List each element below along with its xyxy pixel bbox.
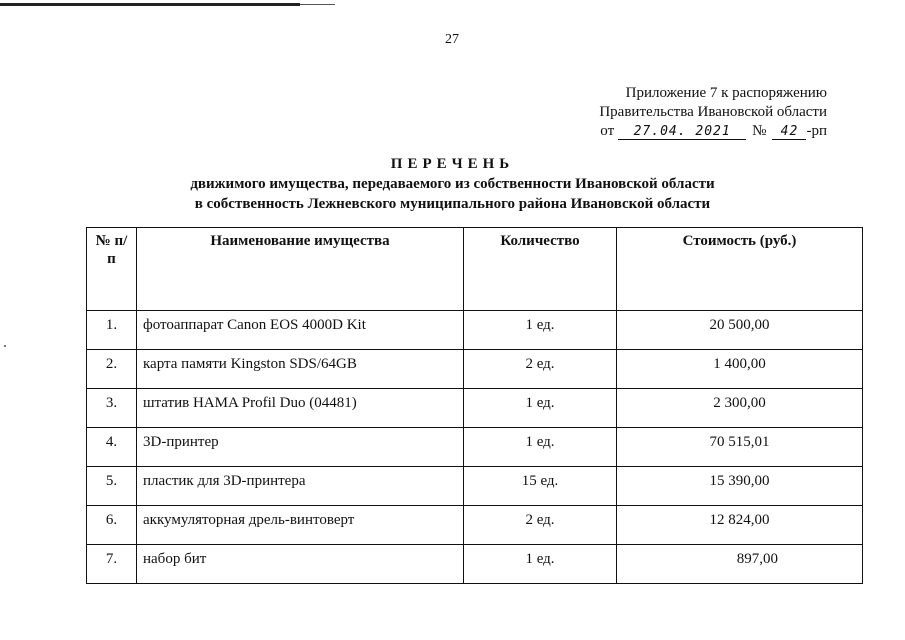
cell-cost: 20 500,00: [617, 311, 863, 350]
table-row: [87, 545, 863, 584]
table-row: [87, 506, 863, 545]
appendix-line-2: Правительства Ивановской области: [599, 104, 827, 120]
scan-artifact-line: [0, 3, 300, 6]
number-prefix: №: [752, 123, 767, 139]
scan-artifact-dot: [4, 345, 6, 347]
cell-qty: 2 ед.: [464, 506, 617, 545]
asset-table: [86, 227, 863, 584]
scan-artifact-line-thin: [300, 4, 335, 5]
cell-name: карта памяти Kingston SDS/64GB: [137, 350, 464, 389]
cell-cost: 897,00: [617, 545, 863, 584]
cell-qty: 2 ед.: [464, 350, 617, 389]
cell-num: 5.: [87, 467, 137, 506]
table-row: [87, 428, 863, 467]
cell-num: 1.: [87, 311, 137, 350]
title-line-3: в собственность Лежневского муниципального района Ивановской области: [194, 196, 711, 212]
cell-qty: 1 ед.: [464, 545, 617, 584]
cell-qty: 15 ед.: [464, 467, 617, 506]
cell-num: 7.: [87, 545, 137, 584]
document-title: [0, 154, 905, 214]
header-cost: Стоимость (руб.): [617, 228, 863, 311]
cell-name: 3D-принтер: [137, 428, 464, 467]
header-num-label: № п/п: [95, 233, 128, 267]
cell-qty: 1 ед.: [464, 389, 617, 428]
table-row: [87, 350, 863, 389]
cell-num: 6.: [87, 506, 137, 545]
handwritten-number: 42: [772, 124, 806, 140]
date-prefix: от: [600, 123, 615, 139]
cell-cost: 2 300,00: [617, 389, 863, 428]
appendix-date-number-row: [599, 122, 827, 141]
cell-cost: 15 390,00: [617, 467, 863, 506]
page-number: 27: [445, 32, 459, 47]
table-row: [87, 389, 863, 428]
appendix-block: [599, 84, 827, 141]
cell-name: пластик для 3D-принтера: [137, 467, 464, 506]
cell-num: 3.: [87, 389, 137, 428]
header-num: [87, 228, 137, 311]
header-qty: Количество: [464, 228, 617, 311]
number-suffix: -рп: [806, 123, 827, 139]
table-row: [87, 467, 863, 506]
handwritten-date: 27.04. 2021: [618, 124, 746, 140]
title-line-2: движимого имущества, передаваемого из собственности Ивановской области: [190, 176, 715, 192]
cell-name: набор бит: [137, 545, 464, 584]
cell-cost: 12 824,00: [617, 506, 863, 545]
cell-name: фотоаппарат Canon EOS 4000D Kit: [137, 311, 464, 350]
table-header-row: [87, 228, 863, 311]
cell-name: аккумуляторная дрель-винтоверт: [137, 506, 464, 545]
cell-name: штатив HAMA Profil Duo (04481): [137, 389, 464, 428]
title-main: ПЕРЕЧЕНЬ: [390, 156, 515, 172]
cell-cost: 1 400,00: [617, 350, 863, 389]
appendix-line-1: Приложение 7 к распоряжению: [625, 85, 827, 101]
cell-num: 4.: [87, 428, 137, 467]
cell-cost: 70 515,01: [617, 428, 863, 467]
cell-qty: 1 ед.: [464, 311, 617, 350]
header-name: Наименование имущества: [137, 228, 464, 311]
cell-qty: 1 ед.: [464, 428, 617, 467]
cell-num: 2.: [87, 350, 137, 389]
table-row: [87, 311, 863, 350]
